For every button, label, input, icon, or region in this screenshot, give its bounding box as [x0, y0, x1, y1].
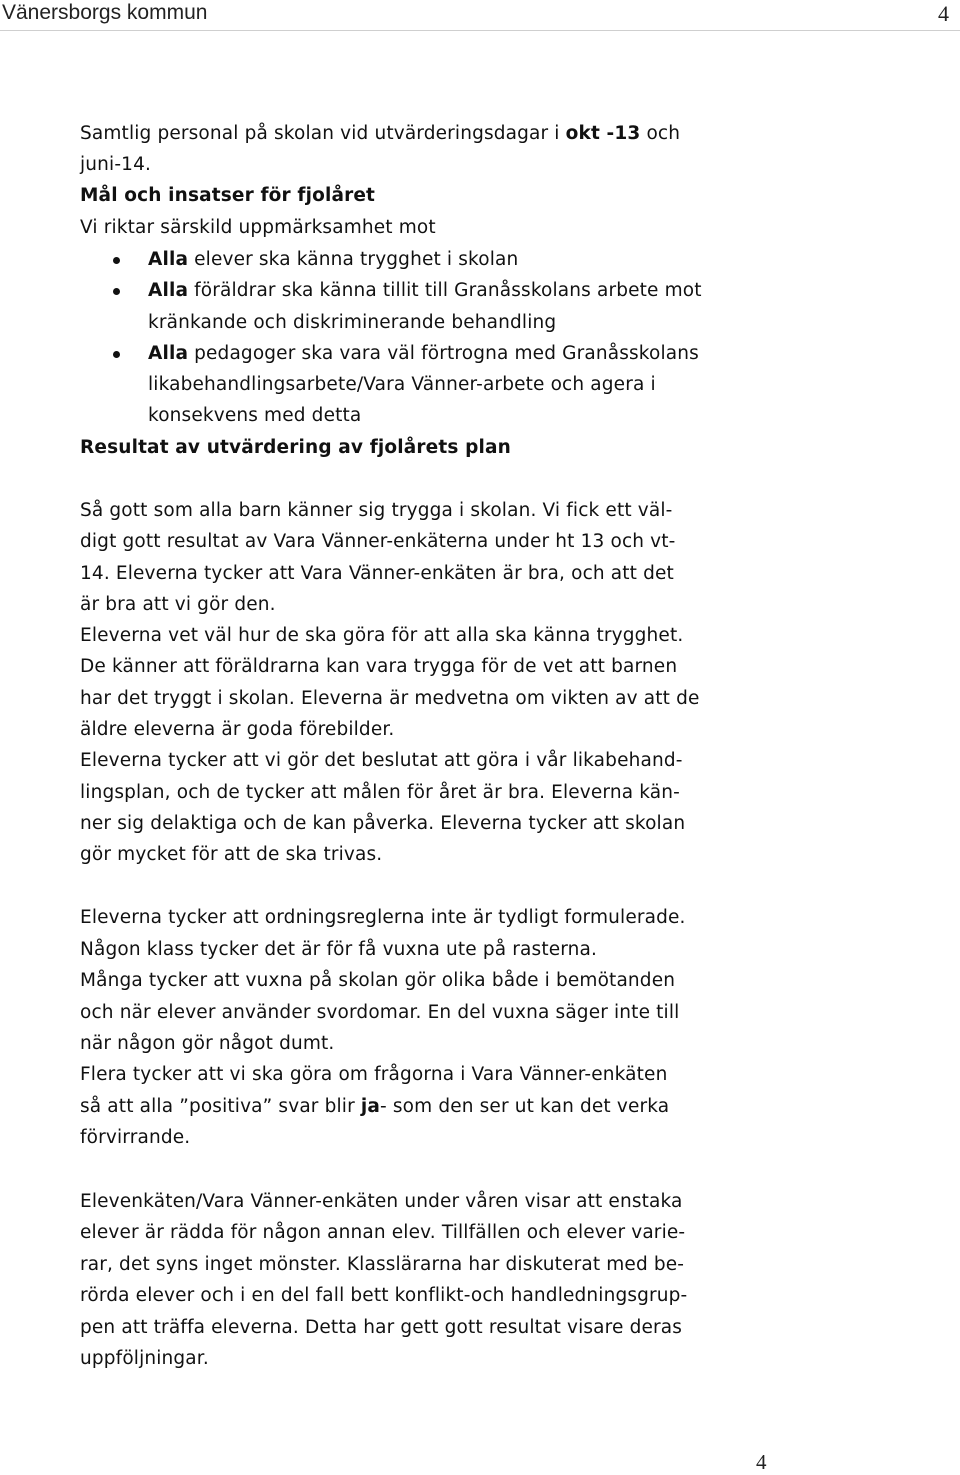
results-line: gör mycket för att de ska trivas. [80, 844, 383, 865]
results-line: 14. Eleverna tycker att Vara Vänner-enkäten är bra, och att det [80, 563, 674, 584]
bullet-icon [113, 351, 120, 358]
bullet-icon [113, 288, 120, 295]
results-line: elever är rädda för någon annan elev. Tillfällen och elever varie- [80, 1222, 686, 1243]
results-line: digt gott resultat av Vara Vänner-enkäterna under ht 13 och vt- [80, 531, 676, 552]
results-heading: Resultat av utvärdering av fjolårets plan [80, 437, 511, 458]
results-line: förvirrande. [80, 1127, 191, 1148]
goals-lead: Vi riktar särskild uppmärksamhet mot [80, 217, 436, 238]
footer-page-number: 4 [756, 1450, 767, 1474]
results-line: äldre eleverna är goda förebilder. [80, 719, 395, 740]
results-line: pen att träffa eleverna. Detta har gett gott resultat visare deras [80, 1317, 683, 1338]
results-line: Eleverna tycker att vi gör det beslutat att göra i vår likabehand- [80, 750, 683, 771]
goal-item-continued: likabehandlingsarbete/Vara Vänner-arbete och agera i [148, 374, 656, 395]
results-line: ner sig delaktiga och de kan påverka. Eleverna tycker att skolan [80, 813, 686, 834]
results-line: Elevenkäten/Vara Vänner-enkäten under våren visar att enstaka [80, 1191, 683, 1212]
results-line: Någon klass tycker det är för få vuxna ute på rasterna. [80, 939, 598, 960]
results-line: är bra att vi gör den. [80, 594, 276, 615]
results-line: har det tryggt i skolan. Eleverna är medvetna om vikten av att de [80, 688, 700, 709]
intro-line: Samtlig personal på skolan vid utvärderingsdagar i okt -13 och [80, 123, 681, 144]
intro-line: juni-14. [80, 154, 152, 175]
results-line: De känner att föräldrarna kan vara trygga för de vet att barnen [80, 656, 678, 677]
results-line: Så gott som alla barn känner sig trygga i skolan. Vi fick ett väl- [80, 500, 673, 521]
goals-heading: Mål och insatser för fjolåret [80, 185, 376, 206]
results-line: Eleverna tycker att ordningsreglerna inte är tydligt formulerade. [80, 907, 686, 928]
goal-item: Alla elever ska känna trygghet i skolan [148, 249, 519, 270]
goal-item-continued: konsekvens med detta [148, 405, 362, 426]
bullet-icon [113, 257, 120, 264]
results-line: Många tycker att vuxna på skolan gör olika både i bemötanden [80, 970, 676, 991]
header-page-number: 4 [938, 1, 949, 26]
goal-item: Alla pedagoger ska vara väl förtrogna med Granåsskolans [148, 343, 699, 364]
header-organization: Vänersborgs kommun [2, 1, 208, 24]
results-line: Flera tycker att vi ska göra om frågorna i Vara Vänner-enkäten [80, 1064, 668, 1085]
results-line: och när elever använder svordomar. En del vuxna säger inte till [80, 1002, 680, 1023]
goal-item-continued: kränkande och diskriminerande behandling [148, 312, 557, 333]
results-line: när någon gör något dumt. [80, 1033, 335, 1054]
results-line: uppföljningar. [80, 1348, 209, 1369]
results-line: så att alla ”positiva” svar blir ja- som den ser ut kan det verka [80, 1096, 670, 1117]
results-line: rörda elever och i en del fall bett konflikt-och handledningsgrup- [80, 1285, 688, 1306]
results-line: rar, det syns inget mönster. Klasslärarna har diskuterat med be- [80, 1254, 685, 1275]
page-header [0, 0, 960, 30]
goal-item: Alla föräldrar ska känna tillit till Granåsskolans arbete mot [148, 280, 702, 301]
results-line: Eleverna vet väl hur de ska göra för att alla ska känna trygghet. [80, 625, 684, 646]
header-divider [0, 30, 960, 31]
results-line: lingsplan, och de tycker att målen för året är bra. Eleverna kän- [80, 782, 680, 803]
